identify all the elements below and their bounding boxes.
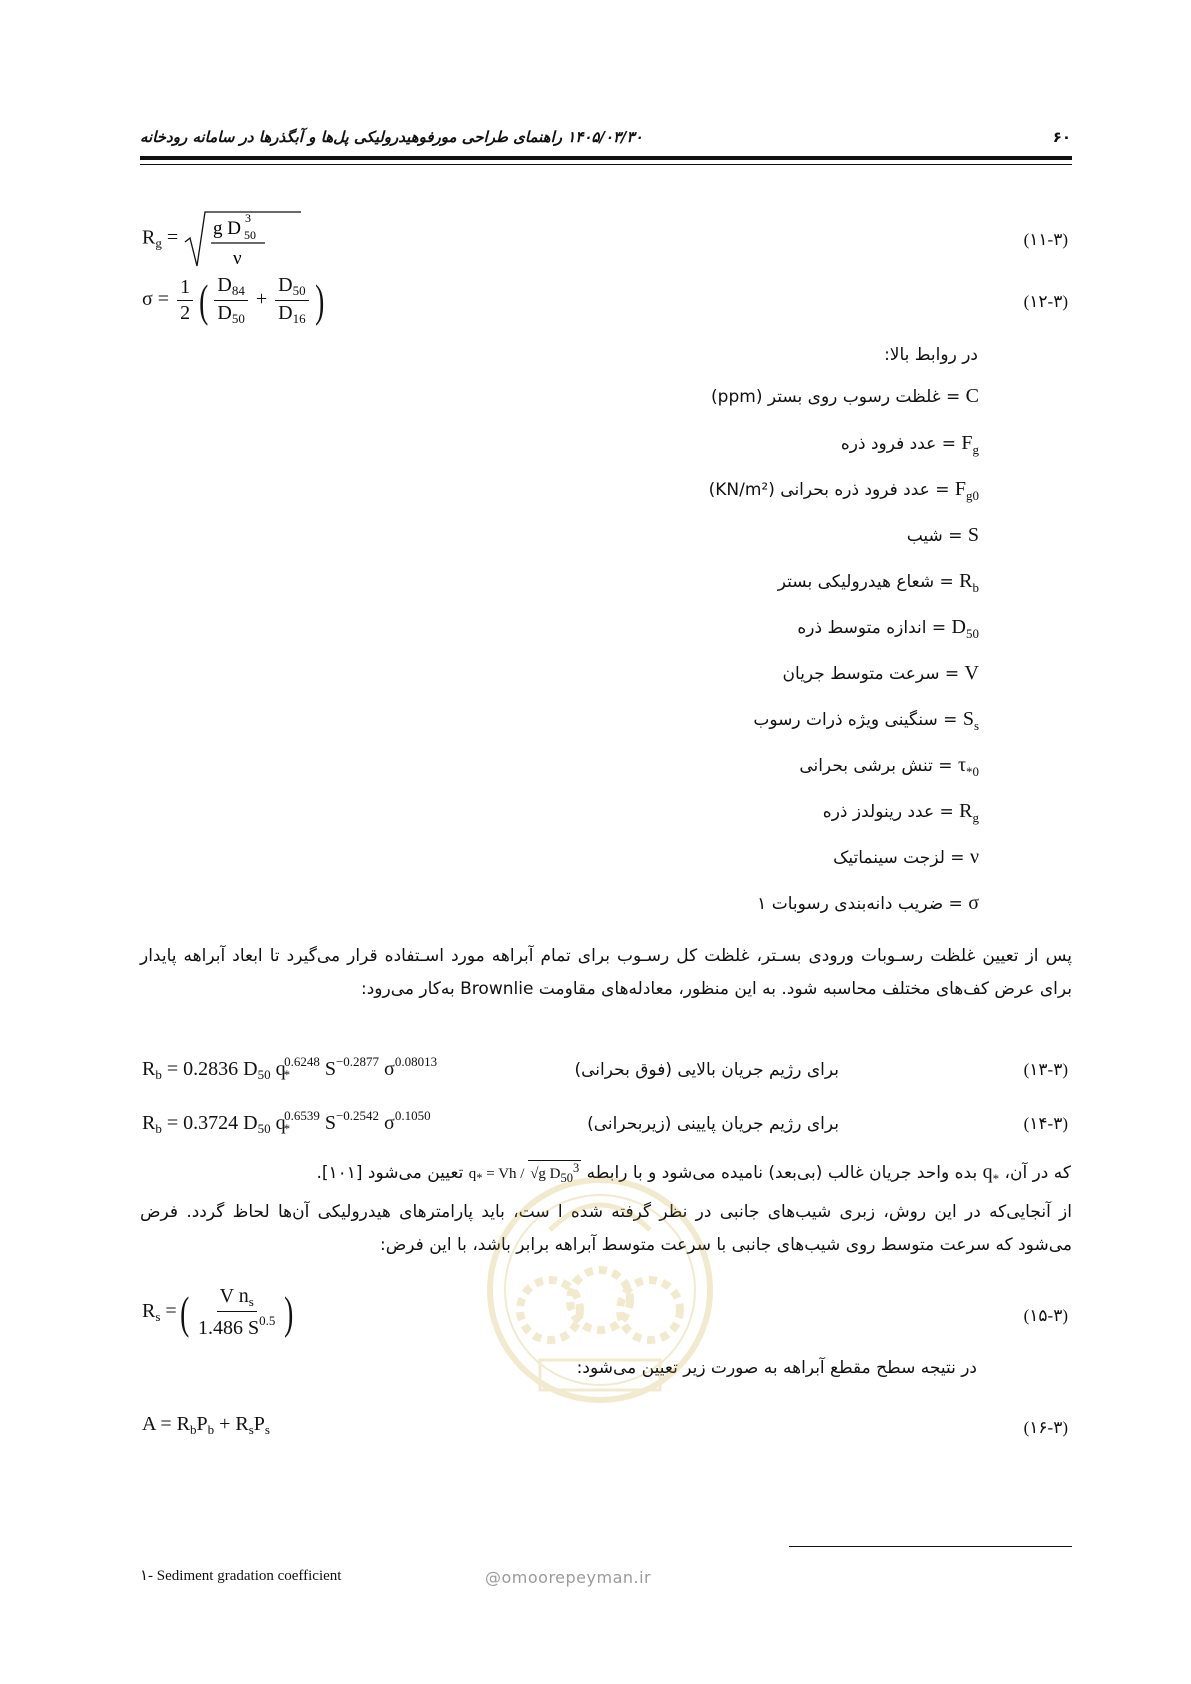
paragraph-cross-section: در نتیجه سطح مقطع آبراهه به صورت زیر تعیین می‌شود: [576,1358,977,1378]
equation-11-number: (۱۱-۳) [1023,230,1068,249]
sqrt-radical [183,208,303,270]
page-number: ۶۰ [1052,128,1071,146]
equation-14-label: برای رژیم جریان پایینی (زیربحرانی) [587,1114,839,1134]
definition-V: V = سرعت متوسط جریان [782,662,979,684]
footnote: ۱- Sediment gradation coefficient [140,1568,342,1584]
equation-12: σ = $\frac{1}{2}$ ( $\frac{D_{84}}{D_{50}}$ + $\frac{D_{50}}{D_{16}}$ ) [142,274,324,326]
q-star-formula: $q_* = Vh / √g$ $D_{50}^3$ [468,1161,580,1185]
header-rule-thick [140,156,1072,160]
definition-Fg0: $F_{g0}$ = عدد فرود ذره بحرانی (KN/m²) [708,478,979,503]
svg-text:g D: g D [213,218,242,239]
equation-15: $R_s$ =( $\frac{V n_s}{1.486 S^{0.5}}$ ) [142,1285,294,1339]
definition-C: C = غلظت رسوب روی بستر (ppm) [711,385,979,407]
equation-13-label: برای رژیم جریان بالایی (فوق بحرانی) [574,1060,839,1080]
equation-14-number: (۱۴-۳) [1023,1114,1068,1133]
definitions-intro: در روابط بالا: [884,345,978,365]
equation-13: $R_b = 0.2836$ $D_{50}$ $q_*^{0.6248}$ $S^{-0.2877}$ $\sigma^{0.08013}$ [142,1054,438,1082]
paragraph-brownlie: پس از تعیین غلظت رسـوبات ورودی بسـتر، غلظت کل رسـوب برای تمام آبراهه مورد اسـتفاده قرار می‌گیرد تا ابعاد آبراهه پایدار برای عرض کف‌های مختلف محاسبه شود. به این منظور، معادله‌های مقاومت Brownlie به‌کار می‌رود: [140,946,1072,999]
definition-Rg: $R_g$ = عدد رینولدز ذره [822,800,979,825]
svg-text:3: 3 [245,211,252,225]
definition-Ss: $S_s$ = سنگینی ویژه ذرات رسوب [753,708,979,733]
equation-14: $R_b = 0.3724$ $D_{50}$ $q_*^{0.6539}$ $S^{-0.2542}$ $\sigma^{0.1050}$ [142,1108,431,1136]
definition-Fg: $F_g$ = عدد فرود ذره [840,432,979,457]
equation-16: $A = R_bP_b + R_sP_s$ [142,1413,270,1437]
definition-tau0: $\tau_{*0}$ = تنش برشی بحرانی [799,754,979,779]
paragraph-side-slopes: از آنجایی‌که در این روش، زبری شیب‌های جانبی در نظر گرفته شده ا ست، باید پارامترهای هیدرولیکی آن‌ها لحاظ گردد. فرض می‌شود که سرعت متوسط روی شیب‌های جانبی با سرعت متوسط آبراهه برابر باشد، با این فرض: [140,1202,1072,1255]
watermark-text: @omoorepeyman.ir [485,1568,652,1587]
equation-12-number: (۱۲-۳) [1023,292,1068,311]
svg-text:50: 50 [244,228,257,242]
definition-S: S = شیب [906,524,979,546]
equation-16-number: (۱۶-۳) [1023,1418,1068,1437]
equation-11: $R_g$ = g D 50 3 ν [142,208,303,270]
watermark-logo [480,1150,720,1470]
definition-nu: ν = لزجت سینماتیک [833,846,979,868]
equation-15-number: (۱۵-۳) [1023,1306,1068,1325]
paragraph-q-star: که در آن، $q_*$ بده واحد جریان غالب (بی‌بعد) نامیده می‌شود و با رابطه $q_* = Vh / √g$ $D_{50}^3$ تعیین می‌شود [۱۰۱]. [316,1161,1071,1186]
header-rule-thin [140,164,1072,165]
definition-D50: $D_{50}$ = اندازه متوسط ذره [797,616,979,641]
definition-sigma: σ = ضریب دانه‌بندی رسوبات ۱ [757,892,979,914]
footnote-rule [789,1546,1072,1547]
equation-13-number: (۱۳-۳) [1023,1060,1068,1079]
svg-text:ν: ν [233,248,242,269]
definition-Rb: $R_b$ = شعاع هیدرولیکی بستر [777,570,979,595]
running-header-title: ۱۴۰۵/۰۳/۳۰ راهنمای طراحی مورفوهیدرولیکی پل‌ها و آبگذرها در سامانه رودخانه [140,128,643,146]
